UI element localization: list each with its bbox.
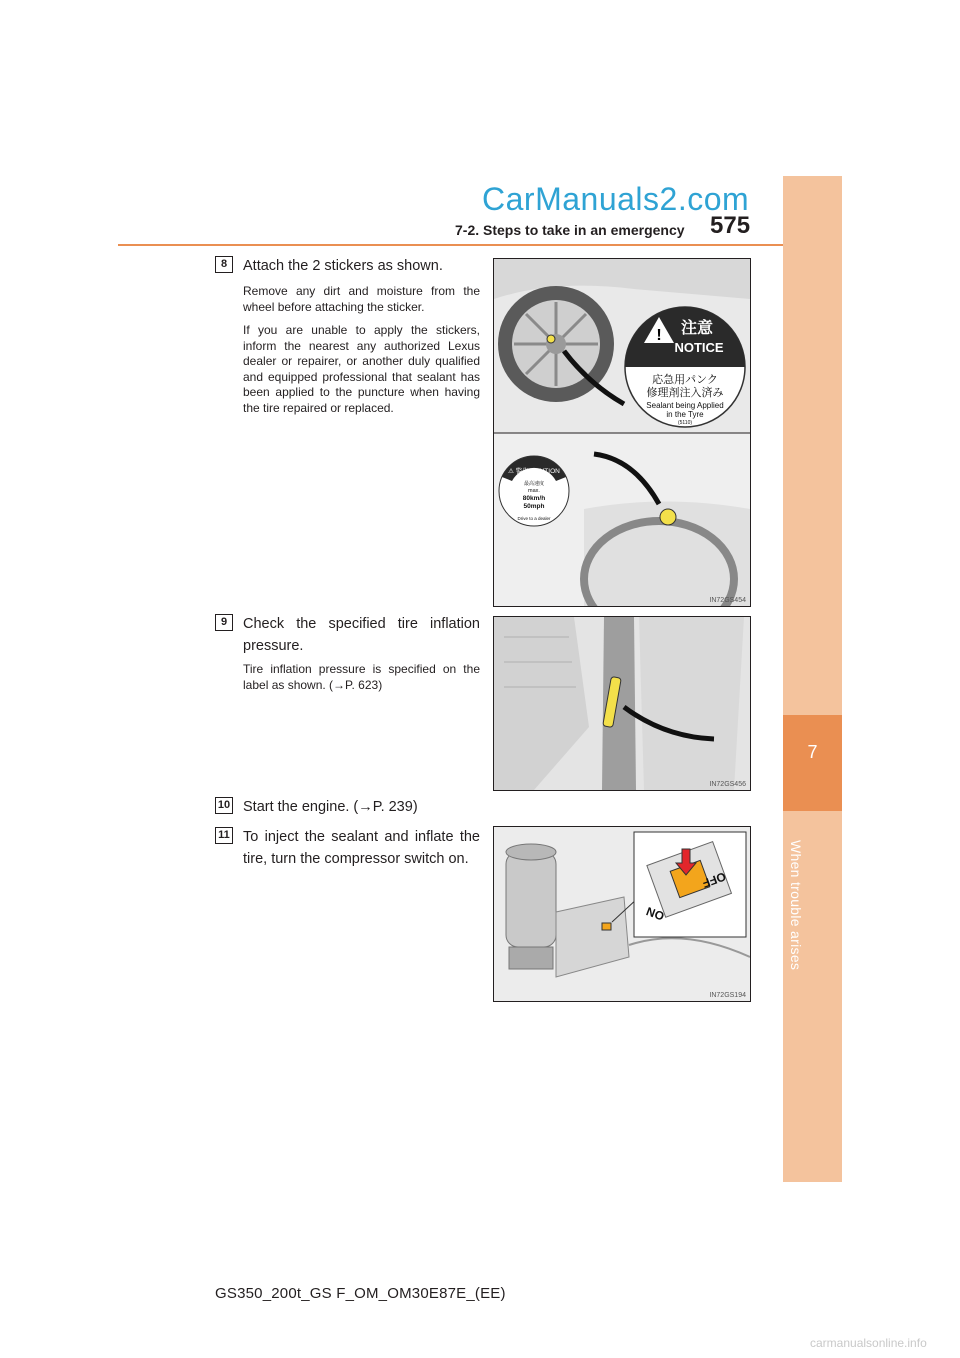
bottom-watermark: carmanualsonline.info xyxy=(810,1336,927,1350)
step-number-10: 10 xyxy=(215,797,233,814)
section-title: 7-2. Steps to take in an emergency xyxy=(455,222,685,238)
step-11-title: To inject the sealant and inflate the tire, turn the compressor switch on. xyxy=(243,829,480,867)
caution-jp: 最高速度 xyxy=(523,481,545,487)
step-number-8: 8 xyxy=(215,256,233,273)
step-9-title: Check the specified tire inflation pressure. xyxy=(243,616,480,654)
notice-en-line2: in the Tyre xyxy=(666,410,704,419)
notice-jp-line1: 応急用パンク xyxy=(652,374,718,386)
sticker-position-marker xyxy=(547,335,555,343)
chapter-number-box xyxy=(783,715,842,811)
svg-text:!: ! xyxy=(656,327,662,344)
figure-sticker-placement xyxy=(493,258,751,607)
page-number: 575 xyxy=(710,212,751,239)
notice-jp-line2: 修理剤注入済み xyxy=(646,387,724,399)
sealant-bottle-icon xyxy=(506,852,556,947)
step-number-11: 11 xyxy=(215,827,233,844)
step-8-title: Attach the 2 stickers as shown. xyxy=(243,258,443,274)
notice-en-line1: Sealant being Applied xyxy=(646,401,724,410)
caution-title: ⚠ 警告/CAUTION xyxy=(508,468,560,475)
step-8-paragraph: If you are unable to apply the stickers, inform the nearest any authorized Lexus dealer or repairer, or another duly qualified and equipped professional that sealant has been applied to the puncture when having the tire repaired or replaced. xyxy=(243,323,480,415)
step-number-9: 9 xyxy=(215,614,233,631)
notice-jp-title: 注意 xyxy=(680,320,714,337)
chapter-title-vertical xyxy=(788,840,824,971)
chapter-side-tab xyxy=(783,176,842,1182)
step-9-paragraph: Tire inflation pressure is specified on the label as shown. (→P. 623) xyxy=(243,662,480,692)
chapter-title: When trouble arises xyxy=(788,840,804,971)
step-9-body xyxy=(243,662,480,701)
sticker-illustration xyxy=(494,259,750,606)
switch-position-marker xyxy=(602,923,611,930)
step-8-paragraph: Remove any dirt and moisture from the wheel before attaching the sticker. xyxy=(243,284,480,314)
switch-off-label: OFF xyxy=(700,869,728,891)
caution-max: max. xyxy=(528,488,540,494)
model-code-footer: GS350_200t_GS F_OM_OM30E87E_(EE) xyxy=(215,1285,506,1302)
notice-code: (5110) xyxy=(677,420,693,426)
step-10-title: Start the engine. (→P. 239) xyxy=(243,799,418,815)
figure-tire-pressure-label xyxy=(493,616,751,791)
figure-code: IN72GS454 xyxy=(709,597,746,604)
door-panel xyxy=(639,617,744,790)
door-jamb-illustration xyxy=(494,617,750,790)
caution-mph: 50mph xyxy=(523,503,545,510)
notice-en-title: NOTICE xyxy=(674,340,724,355)
sticker-position-marker xyxy=(660,509,676,525)
figure-code: IN72GS194 xyxy=(709,992,746,999)
header-rule xyxy=(118,244,783,246)
caution-kmh: 80km/h xyxy=(522,495,546,502)
caution-ring-text: Drive to a dealer xyxy=(517,516,551,521)
figure-compressor-switch xyxy=(493,826,751,1002)
watermark-logo: CarManuals2.com xyxy=(482,181,750,217)
switch-on-label: ON xyxy=(644,903,667,924)
compressor-illustration xyxy=(494,827,750,1001)
chapter-number: 7 xyxy=(807,742,818,762)
step-8-body xyxy=(243,284,480,424)
figure-code: IN72GS456 xyxy=(709,781,746,788)
